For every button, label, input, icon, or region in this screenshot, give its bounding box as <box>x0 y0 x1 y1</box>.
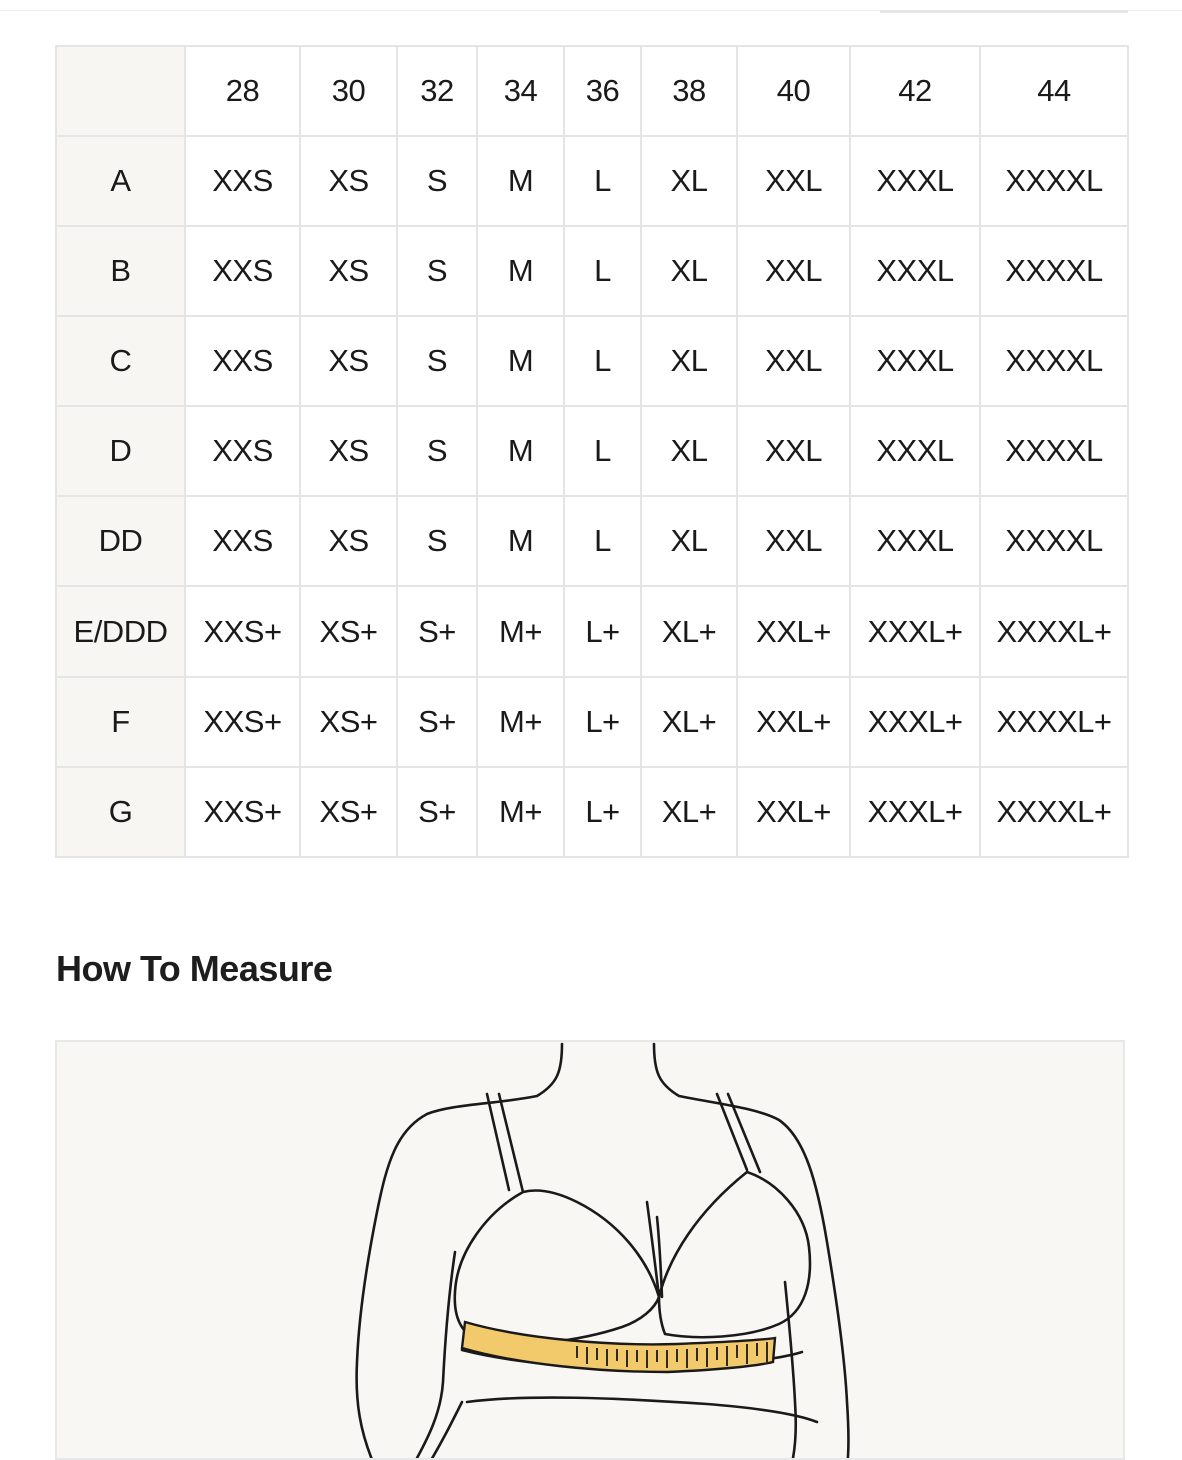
size-cell: XXXL+ <box>850 767 980 857</box>
size-cell: XXXXL <box>980 496 1128 586</box>
belly-curve <box>467 1398 817 1422</box>
band-size-header-row <box>56 46 1128 136</box>
table-row <box>56 586 1128 676</box>
size-cell: XXXXL <box>980 136 1128 226</box>
cup-size-label: E/DDD <box>56 586 185 676</box>
size-cell: XXS+ <box>185 677 300 767</box>
table-row <box>56 136 1128 226</box>
band-size-header: 42 <box>850 46 980 136</box>
size-cell: XXL+ <box>737 767 850 857</box>
size-cell: L <box>564 496 641 586</box>
top-accent-bar <box>880 10 1128 13</box>
cup-size-label: F <box>56 677 185 767</box>
size-cell: XXXL+ <box>850 586 980 676</box>
size-cell: S <box>397 226 477 316</box>
size-cell: M <box>477 136 564 226</box>
size-cell: XXXL <box>850 316 980 406</box>
size-cell: XXXXL <box>980 316 1128 406</box>
size-cell: M <box>477 496 564 586</box>
cup-size-label: C <box>56 316 185 406</box>
size-cell: S+ <box>397 586 477 676</box>
size-cell: XXL+ <box>737 586 850 676</box>
band-size-header: 32 <box>397 46 477 136</box>
cup-size-label: DD <box>56 496 185 586</box>
size-cell: XL <box>641 316 737 406</box>
size-chart-table <box>55 45 1129 858</box>
band-size-header: 44 <box>980 46 1128 136</box>
band-size-header: 30 <box>300 46 397 136</box>
left-cup <box>455 1190 659 1344</box>
size-cell: XL <box>641 496 737 586</box>
size-cell: XS+ <box>300 586 397 676</box>
size-cell: XXXL <box>850 496 980 586</box>
size-cell: M <box>477 406 564 496</box>
band-size-header: 38 <box>641 46 737 136</box>
cup-size-label: D <box>56 406 185 496</box>
right-arm-inner <box>785 1282 796 1460</box>
size-cell: L <box>564 226 641 316</box>
corner-cell <box>56 46 185 136</box>
table-row <box>56 316 1128 406</box>
size-cell: XXS <box>185 316 300 406</box>
size-cell: XXXXL <box>980 226 1128 316</box>
size-cell: XXXL <box>850 226 980 316</box>
size-cell: XXXL+ <box>850 677 980 767</box>
table-row <box>56 767 1128 857</box>
size-cell: XS+ <box>300 677 397 767</box>
cup-size-label: A <box>56 136 185 226</box>
size-cell: XL+ <box>641 586 737 676</box>
size-cell: M <box>477 316 564 406</box>
size-cell: XL <box>641 136 737 226</box>
cup-size-label: B <box>56 226 185 316</box>
size-cell: XXL <box>737 136 850 226</box>
right-strap <box>717 1094 760 1172</box>
left-strap <box>487 1094 523 1192</box>
size-cell: XXXL <box>850 406 980 496</box>
size-cell: M+ <box>477 767 564 857</box>
size-cell: XXL <box>737 406 850 496</box>
size-cell: XXXXL <box>980 406 1128 496</box>
size-cell: XXL <box>737 316 850 406</box>
size-cell: L+ <box>564 586 641 676</box>
size-cell: XS <box>300 406 397 496</box>
neck-right-line <box>654 1044 849 1460</box>
size-cell: XXL <box>737 496 850 586</box>
table-row <box>56 406 1128 496</box>
size-cell: XXS <box>185 226 300 316</box>
table-row <box>56 496 1128 586</box>
size-cell: S <box>397 496 477 586</box>
size-cell: M+ <box>477 677 564 767</box>
size-cell: L+ <box>564 767 641 857</box>
size-cell: XS <box>300 316 397 406</box>
how-to-measure-title: How To Measure <box>56 948 333 989</box>
size-cell: XXS <box>185 496 300 586</box>
size-cell: XS <box>300 226 397 316</box>
size-cell: XXL+ <box>737 677 850 767</box>
size-cell: XXXXL+ <box>980 586 1128 676</box>
table-row <box>56 677 1128 767</box>
size-cell: S <box>397 136 477 226</box>
size-cell: XL+ <box>641 767 737 857</box>
band-size-header: 36 <box>564 46 641 136</box>
left-hip-curve <box>427 1402 462 1460</box>
band-size-header: 34 <box>477 46 564 136</box>
size-cell: XL+ <box>641 677 737 767</box>
size-cell: S <box>397 406 477 496</box>
size-cell: M <box>477 226 564 316</box>
size-cell: L <box>564 136 641 226</box>
size-cell: XS <box>300 136 397 226</box>
size-cell: XXL <box>737 226 850 316</box>
size-cell: S <box>397 316 477 406</box>
size-cell: M+ <box>477 586 564 676</box>
band-size-header: 28 <box>185 46 300 136</box>
size-cell: XXXXL+ <box>980 677 1128 767</box>
size-cell: L+ <box>564 677 641 767</box>
size-cell: XS+ <box>300 767 397 857</box>
size-cell: XL <box>641 226 737 316</box>
size-cell: XXXL <box>850 136 980 226</box>
band-size-header: 40 <box>737 46 850 136</box>
size-cell: S+ <box>397 767 477 857</box>
size-cell: XXS+ <box>185 767 300 857</box>
size-cell: L <box>564 316 641 406</box>
size-cell: XXS <box>185 136 300 226</box>
cup-size-label: G <box>56 767 185 857</box>
measure-illustration-panel <box>55 1040 1125 1460</box>
size-cell: L <box>564 406 641 496</box>
size-cell: XL <box>641 406 737 496</box>
size-cell: XXXXL+ <box>980 767 1128 857</box>
size-cell: XS <box>300 496 397 586</box>
bra-measure-illustration <box>57 1042 1125 1460</box>
size-cell: XXS+ <box>185 586 300 676</box>
table-row <box>56 226 1128 316</box>
size-cell: S+ <box>397 677 477 767</box>
size-cell: XXS <box>185 406 300 496</box>
